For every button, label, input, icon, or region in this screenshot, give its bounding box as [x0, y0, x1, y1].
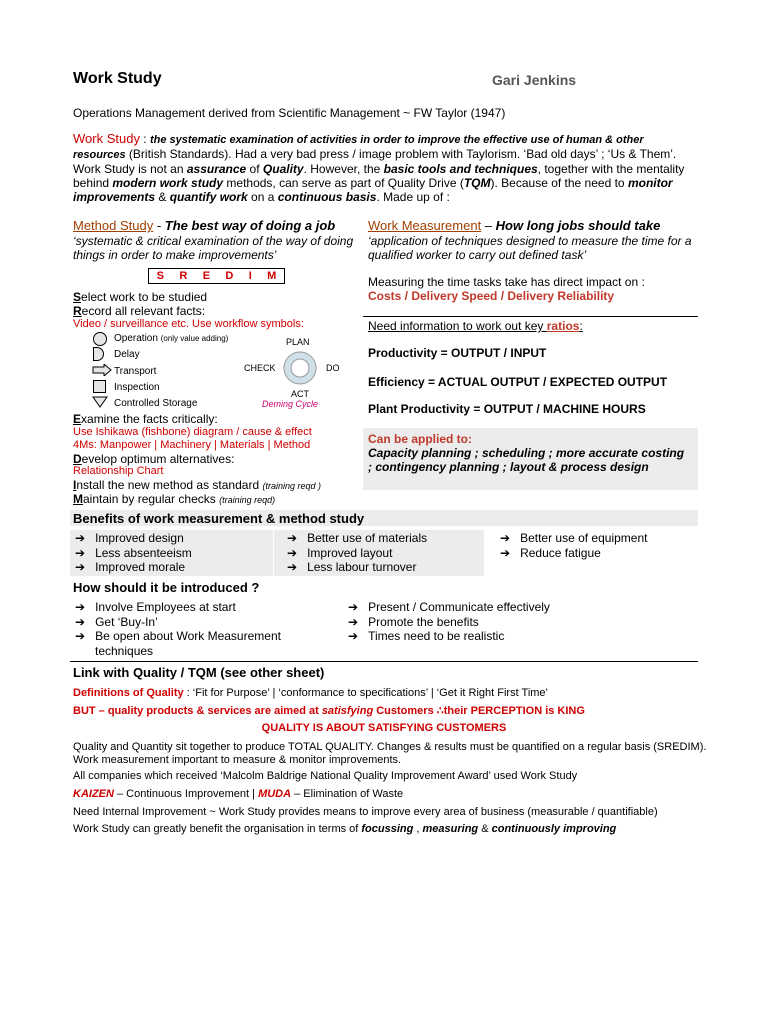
- intro-because: ). Because of the need to: [490, 176, 628, 190]
- step-examine-note1: Use Ishikawa (fishbone) diagram / cause & effect: [73, 426, 312, 438]
- step-record-text: ecord all relevant facts:: [81, 304, 206, 318]
- step-select-text: elect work to be studied: [81, 290, 208, 304]
- symbol-delay: Delay: [114, 349, 140, 360]
- symbol-operation: [114, 333, 228, 345]
- intro-colon: :: [139, 132, 150, 146]
- kaizen-text: – Continuous Improvement |: [113, 788, 259, 800]
- step-install-initial: I: [73, 478, 77, 492]
- quality-para2: All companies which received ‘Malcolm Baldrige National Quality Improvement Award’ used Work Study: [73, 770, 578, 782]
- list-item: ➔ Get ‘Buy-In’: [75, 614, 158, 629]
- list-item-continued: [75, 644, 281, 659]
- intro-basic-tools: basic tools and techniques: [383, 162, 538, 176]
- quality-para1: Quality and Quantity sit together to produce TOTAL QUALITY. Changes & results must be quantified on a regular basis (SREDIM). Work measurement important to measure & monitor improvements.: [73, 741, 707, 766]
- list-item: ➔ Improved design: [75, 531, 184, 545]
- kaizen-label: KAIZEN: [73, 788, 114, 800]
- quality-but-italic: satisfying: [321, 705, 374, 717]
- quality-heading: Link with Quality / TQM (see other sheet): [73, 665, 325, 680]
- benefits-col-divider: [273, 530, 274, 576]
- deming-check: CHECK: [244, 363, 276, 373]
- list-item: ➔ Better use of materials: [287, 531, 428, 545]
- intro-on-a: on a: [247, 190, 278, 204]
- step-maintain: [73, 492, 275, 507]
- delay-symbol-icon: [93, 347, 104, 361]
- ratios-colon: :: [579, 319, 583, 333]
- benefit-comma: ,: [413, 823, 423, 835]
- step-record-note: Video / surveillance etc. Use workflow symbols:: [73, 318, 304, 330]
- step-examine-text: xamine the facts critically:: [81, 412, 218, 426]
- benefits-col2: [287, 531, 427, 575]
- intro-made-up: . Made up of :: [376, 190, 450, 204]
- intro-definition: the systematic examination of activities in order to improve the effective use of human & other resources: [73, 134, 644, 161]
- method-study-title: Method Study: [73, 218, 154, 233]
- intro-continuous: continuous basis: [277, 190, 377, 204]
- intro-together: , together with the mentality behind: [73, 162, 685, 190]
- ratios-intro: [368, 319, 583, 333]
- impact-text: Measuring the time tasks take has direct impact on :: [368, 275, 645, 289]
- list-item: ➔ Improved layout: [287, 545, 393, 560]
- intro-tqm: TQM: [463, 176, 491, 190]
- symbol-transport: Transport: [114, 366, 157, 377]
- intro-quality: Quality: [262, 162, 304, 176]
- intro-source: (British Standards). Had a very bad press / image problem with Taylorism. ‘Bad old days’ ; ‘Us & Them’. Work Study is not an: [73, 147, 677, 176]
- step-develop-initial: D: [73, 452, 82, 466]
- list-item: ➔ Less absenteeism: [75, 545, 192, 560]
- ratios-intro-text: Need information to work out key: [368, 319, 547, 333]
- deming-plan: PLAN: [286, 337, 310, 347]
- benefit-pre: Work Study can greatly benefit the organisation in terms of: [73, 823, 362, 835]
- quality-satisfying: QUALITY IS ABOUT SATISFYING CUSTOMERS: [261, 722, 507, 734]
- quality-but: [73, 705, 585, 718]
- applied-heading: Can be applied to:: [368, 432, 473, 446]
- acronym-letter: R: [179, 269, 188, 282]
- intro-quantify: quantify work: [169, 190, 248, 204]
- method-study-dash: -: [153, 218, 165, 233]
- step-record-initial: R: [73, 304, 82, 318]
- divider: [363, 316, 698, 317]
- quality-benefit: [73, 823, 616, 836]
- ratio-plant: Plant Productivity = OUTPUT / MACHINE HOURS: [368, 402, 646, 416]
- symbol-storage: Controlled Storage: [114, 398, 198, 409]
- step-install: [73, 478, 321, 493]
- step-develop-text: evelop optimum alternatives:: [81, 452, 235, 466]
- benefits-col3: [500, 531, 647, 560]
- step-install-text: nstall the new method as standard: [76, 478, 260, 492]
- list-item: ➔ Involve Employees at start: [75, 600, 236, 614]
- step-develop-note: Relationship Chart: [73, 465, 164, 477]
- step-maintain-text: aintain by regular checks: [83, 492, 216, 506]
- list-item-text: Better use of materials: [307, 531, 428, 545]
- symbol-operation-label: Operation: [114, 333, 158, 344]
- list-item-text: Better use of equipment: [520, 531, 648, 545]
- muda-text: – Elimination of Waste: [291, 788, 404, 800]
- acronym-letter: D: [225, 269, 234, 282]
- symbol-operation-note: (only value adding): [160, 334, 229, 343]
- operation-symbol-icon: [93, 332, 107, 346]
- work-measurement-title: Work Measurement: [368, 218, 482, 233]
- quality-but-post: Customers ∴their PERCEPTION is KING: [373, 705, 585, 717]
- acronym-letter: I: [248, 269, 252, 282]
- quality-def-colon: :: [183, 687, 193, 699]
- quality-but-pre: BUT – quality products & services are aimed at: [73, 705, 322, 717]
- quality-def-text: ‘Fit for Purpose’ | ‘conformance to specifications’ | ‘Get it Right First Time’: [192, 687, 548, 699]
- list-item: ➔ Be open about Work Measurement: [75, 629, 281, 643]
- work-measurement-dash: –: [481, 218, 496, 233]
- benefit-measuring: measuring: [422, 823, 479, 835]
- intro-assurance: assurance: [186, 162, 247, 176]
- deming-cycle-icon: [277, 348, 323, 388]
- list-item-text: Less labour turnover: [307, 560, 417, 574]
- inspection-square-icon: [93, 380, 106, 393]
- list-item-text: Improved layout: [307, 545, 393, 560]
- list-item-text: Present / Communicate effectively: [368, 600, 550, 614]
- transport-arrow-icon: [92, 364, 112, 376]
- intro-of: of: [246, 162, 263, 176]
- deming-label: Deming Cycle: [262, 399, 319, 409]
- introduced-col1: [75, 600, 281, 658]
- intro-paragraph: [73, 132, 693, 204]
- author-name: Gari Jenkins: [492, 72, 577, 88]
- step-examine-initial: E: [73, 412, 82, 426]
- step-examine: [73, 412, 218, 426]
- page-title: Work Study: [73, 70, 162, 87]
- intro-however: . However, the: [303, 162, 384, 176]
- method-study-heading: [73, 218, 335, 233]
- list-item-text: Less absenteeism: [95, 545, 192, 560]
- benefits-heading: Benefits of work measurement & method study: [73, 511, 365, 526]
- list-item: ➔ Times need to be realistic: [348, 629, 505, 643]
- step-select-initial: S: [73, 290, 82, 304]
- acronym-letter: S: [156, 269, 165, 282]
- list-item-text: Get ‘Buy-In’: [95, 614, 158, 629]
- benefit-focussing: focussing: [361, 823, 414, 835]
- step-maintain-initial: M: [73, 492, 83, 506]
- symbol-inspection: Inspection: [114, 382, 160, 393]
- list-item-text: Involve Employees at start: [95, 600, 236, 614]
- introduced-heading: How should it be introduced ?: [73, 580, 260, 595]
- introduced-col2: [348, 600, 550, 644]
- ratios-word: ratios: [546, 319, 580, 333]
- quality-def-label: Definitions of Quality: [73, 687, 184, 699]
- acronym-letter: E: [202, 269, 211, 282]
- method-study-tagline: The best way of doing a job: [164, 218, 336, 233]
- deming-act: ACT: [291, 389, 309, 399]
- list-item-text: Reduce fatigue: [520, 545, 601, 560]
- list-item: ➔ Better use of equipment: [500, 531, 648, 545]
- list-item-text: Times need to be realistic: [368, 629, 505, 643]
- step-install-note: (training reqd ): [262, 481, 321, 491]
- list-item: ➔ Promote the benefits: [348, 614, 479, 629]
- benefit-and: &: [478, 823, 492, 835]
- benefit-improving: continuously improving: [491, 823, 617, 835]
- intro-monitor: monitor improvements: [73, 176, 673, 204]
- divider: [70, 661, 698, 662]
- ratio-productivity: Productivity = OUTPUT / INPUT: [368, 346, 547, 360]
- list-item-text: Improved morale: [95, 560, 186, 574]
- quality-kaizen-muda: [73, 788, 403, 801]
- list-item-text: Promote the benefits: [368, 614, 479, 629]
- work-measurement-quote: ‘application of techniques designed to measure the time for a qualified worker to carry out defined task’: [368, 234, 692, 262]
- applied-items: Capacity planning ; scheduling ; more accurate costing ; contingency planning ; layout & process design: [368, 446, 685, 474]
- list-item: ➔ Present / Communicate effectively: [348, 600, 550, 614]
- list-item: ➔ Less labour turnover: [287, 560, 417, 574]
- benefits-col1: [75, 531, 192, 575]
- storage-triangle-icon: [92, 396, 108, 408]
- step-record: [73, 304, 205, 318]
- list-item-text: techniques: [95, 643, 154, 658]
- step-maintain-note: (training reqd): [219, 495, 276, 505]
- sredim-acronym-box: [148, 268, 285, 284]
- muda-label: MUDA: [258, 788, 292, 800]
- list-item: ➔ Reduce fatigue: [500, 545, 601, 560]
- intro-amp: &: [155, 190, 170, 204]
- list-item-text: Improved design: [95, 531, 184, 545]
- work-measurement-heading: [368, 218, 660, 233]
- step-examine-note2: 4Ms: Manpower | Machinery | Materials | Method: [73, 439, 311, 451]
- list-item-text: Be open about Work Measurement: [95, 629, 281, 643]
- impact-items: Costs / Delivery Speed / Delivery Reliability: [368, 289, 615, 303]
- intro-methods: methods, can serve as part of Quality Drive (: [223, 176, 464, 190]
- quality-definitions: [73, 687, 548, 700]
- acronym-letter: M: [267, 269, 277, 282]
- quality-internal: Need Internal Improvement ~ Work Study provides means to improve every area of business (measurable / quantifiable): [73, 806, 658, 818]
- list-item: ➔ Improved morale: [75, 560, 186, 574]
- ratio-efficiency: Efficiency = ACTUAL OUTPUT / EXPECTED OUTPUT: [368, 375, 668, 389]
- step-develop: [73, 452, 234, 466]
- step-select: [73, 290, 207, 304]
- subtitle: Operations Management derived from Scientific Management ~ FW Taylor (1947): [73, 106, 506, 120]
- method-study-quote: ‘systematic & critical examination of the way of doing things in order to make improvements’: [73, 234, 354, 262]
- intro-modern: modern work study: [112, 176, 224, 190]
- intro-term: Work Study: [73, 131, 140, 146]
- deming-do: DO: [326, 363, 340, 373]
- work-measurement-tagline: How long jobs should take: [495, 218, 661, 233]
